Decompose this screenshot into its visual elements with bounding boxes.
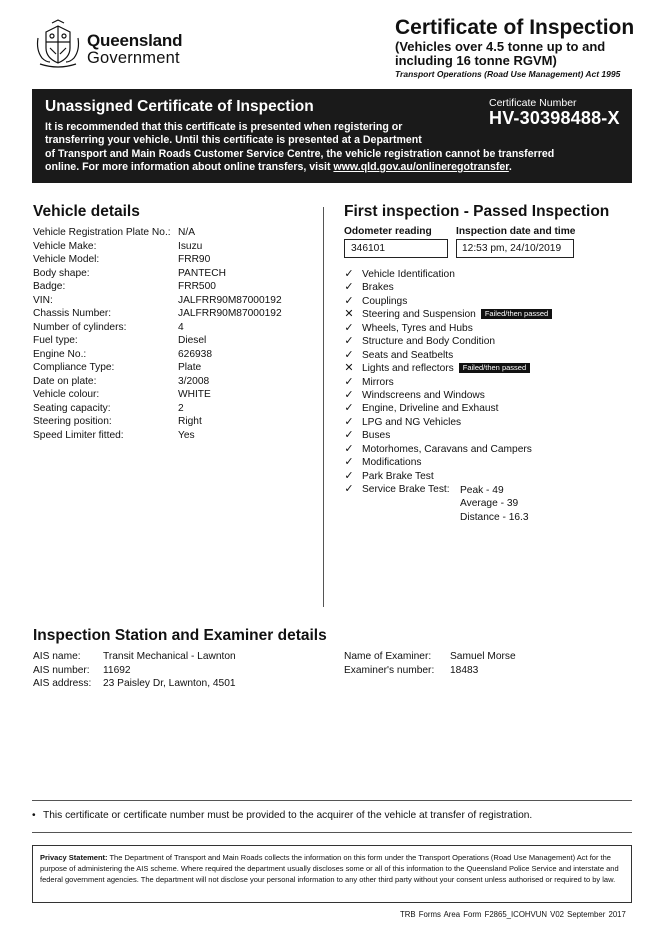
brake-value: Average - 39 [460, 498, 519, 510]
vehicle-detail-label: Vehicle colour: [33, 389, 100, 400]
checklist-item-text: Steering and Suspension [362, 309, 476, 321]
inspection-date-label: Inspection date and time [456, 226, 576, 237]
checklist-item-label [362, 470, 434, 483]
check-icon: ✓ [344, 483, 354, 495]
logo-government: Government [87, 49, 180, 67]
vehicle-detail-label: Vehicle Model: [33, 254, 100, 265]
checklist-item-text: Buses [362, 430, 391, 442]
vehicle-detail-value: 2 [178, 402, 184, 414]
vehicle-detail-row [33, 294, 323, 308]
checklist-item-text: Park Brake Test [362, 470, 434, 482]
checklist-item-label [362, 349, 453, 362]
vehicle-detail-label: Steering position: [33, 416, 112, 427]
checklist-item-text: Windscreens and Windows [362, 389, 485, 401]
check-icon: ✓ [344, 469, 354, 482]
vehicle-detail-value: Diesel [178, 335, 207, 346]
checklist-item-text: LPG and NG Vehicles [362, 416, 462, 428]
vehicle-detail-value: JALFRR90M87000192 [178, 294, 282, 306]
checklist-item-label [362, 362, 530, 375]
vehicle-detail-row [33, 307, 323, 321]
check-icon: ✓ [344, 335, 354, 348]
examiner-value: 18483 [450, 664, 479, 676]
vehicle-detail-value: Right [178, 416, 202, 427]
checklist-item-label [362, 335, 495, 348]
checklist-item-label [362, 308, 552, 321]
vehicle-detail-label: Compliance Type: [33, 362, 115, 373]
brake-value: Distance - 16.3 [460, 511, 529, 523]
vehicle-detail-label: Speed Limiter fitted: [33, 429, 124, 441]
check-icon: ✓ [344, 375, 354, 388]
vehicle-detail-label: Badge: [33, 281, 66, 292]
vehicle-detail-label: Number of cylinders: [33, 321, 127, 333]
vehicle-detail-label: Engine No.: [33, 348, 87, 360]
inspection-date-value: 12:53 pm, 24/10/2019 [456, 239, 574, 258]
note-text: This certificate or certificate number must be provided to the acquirer of the vehicle at transfer of registration. [43, 810, 533, 821]
checklist-item-label [362, 268, 455, 281]
vehicle-detail-label: Date on plate: [33, 375, 97, 387]
certificate-number: HV-30398488-X [489, 108, 620, 128]
station-label: AIS number: [33, 664, 90, 676]
checklist-item-label [362, 402, 498, 415]
examiner-label: Name of Examiner: [344, 651, 432, 662]
banner-line-3: of Transport and Main Roads Customer Service Centre, the vehicle registration cannot be transferred [45, 147, 555, 160]
banner-text [45, 121, 620, 174]
checklist-item [343, 389, 633, 402]
vehicle-detail-row [33, 361, 323, 375]
checklist-item-label [362, 389, 485, 402]
station-label: AIS address: [33, 678, 92, 689]
checklist-item-label [362, 376, 394, 389]
check-icon: ✓ [344, 294, 354, 307]
footer-rule-top [32, 800, 632, 801]
checklist-item [343, 349, 633, 362]
vehicle-detail-value: 626938 [178, 348, 212, 360]
privacy-label: Privacy Statement: [40, 853, 108, 862]
privacy-text: The Department of Transport and Main Roads collects the information on this form under the Transport Operations (Road Use Management) Act for the purpose of administering the AIS scheme. Where required the department usually discloses some or all of this information to the Queensland Police Service and interstate and federal government agencies. The department will not disclose your personal information to any other third party without your consent unless authorised or required to by law. [40, 853, 619, 884]
station-details-title: Inspection Station and Examiner details [33, 627, 327, 644]
odometer-value: 346101 [344, 239, 448, 258]
vehicle-detail-row [33, 226, 323, 240]
form-reference: TRB Forms Area Form F2865_ICOHVUN V02 September 2017 [400, 910, 626, 919]
vehicle-detail-label: Seating capacity: [33, 402, 111, 414]
vehicle-detail-label: Body shape: [33, 267, 90, 279]
document-title: Certificate of Inspection [395, 16, 635, 39]
station-value: 11692 [103, 664, 131, 676]
service-brake-values [460, 484, 529, 524]
vehicle-detail-row [33, 334, 323, 348]
vehicle-detail-row [33, 402, 323, 416]
checklist-item-label [362, 483, 450, 496]
document-subtitle: (Vehicles over 4.5 tonne up to and including 16 tonne RGVM) [395, 39, 606, 68]
failed-then-passed-badge: Failed/then passed [459, 363, 530, 373]
checklist-item [343, 281, 633, 294]
checklist-item-label [362, 416, 461, 429]
cross-icon: ✕ [344, 308, 354, 321]
checklist-item-text: Modifications [362, 457, 422, 469]
station-label: AIS name: [33, 651, 81, 662]
qld-government-logo [32, 18, 192, 74]
vehicle-details-list [33, 226, 323, 442]
vehicle-detail-label: Vehicle Registration Plate No.: [33, 227, 171, 238]
vehicle-detail-value: Plate [178, 362, 202, 373]
checklist-item-label [362, 281, 394, 294]
check-icon: ✓ [344, 321, 354, 334]
examiner-value: Samuel Morse [450, 651, 516, 662]
check-icon: ✓ [344, 348, 354, 361]
certificate-number-label: Certificate Number [489, 97, 577, 109]
failed-then-passed-badge: Failed/then passed [481, 309, 552, 319]
banner-line-4 [45, 161, 620, 174]
vehicle-detail-value: 3/2008 [178, 375, 210, 387]
vehicle-detail-row [33, 415, 323, 429]
check-icon: ✓ [344, 429, 354, 442]
checklist-item-label [362, 322, 473, 335]
vehicle-detail-row [33, 280, 323, 294]
check-icon: ✓ [344, 281, 354, 294]
document-act: Transport Operations (Road Use Management) Act 1995 [395, 69, 621, 79]
banner-title: Unassigned Certificate of Inspection [45, 98, 314, 115]
station-value: Transit Mechanical - Lawnton [103, 651, 236, 662]
checklist-item [343, 470, 633, 483]
vehicle-detail-value: 4 [178, 321, 184, 333]
vehicle-detail-row [33, 253, 323, 267]
inspection-result-title: First inspection - Passed Inspection [344, 203, 610, 220]
checklist-item [343, 308, 633, 321]
checklist-item-label [362, 429, 390, 442]
checklist-item [343, 295, 633, 308]
check-icon: ✓ [344, 456, 354, 469]
vehicle-detail-row [33, 388, 323, 402]
vehicle-detail-value: N/A [178, 227, 195, 238]
vehicle-detail-row [33, 375, 323, 389]
checklist-item-label [362, 456, 421, 469]
checklist-item [343, 456, 633, 469]
checklist-item-text: Seats and Seatbelts [362, 349, 454, 361]
brake-value: Peak - 49 [460, 485, 504, 496]
banner-line-2: transferring your vehicle. Until this certificate is presented at a Department [45, 134, 422, 147]
vehicle-detail-label: VIN: [33, 294, 53, 306]
vehicle-detail-label: Chassis Number: [33, 308, 112, 319]
cross-icon: ✕ [344, 362, 354, 375]
vehicle-detail-value: JALFRR90M87000192 [178, 308, 282, 319]
vehicle-details-title: Vehicle details [33, 203, 140, 220]
inspection-checklist [343, 268, 633, 496]
check-icon: ✓ [344, 268, 354, 280]
check-icon: ✓ [344, 388, 354, 401]
checklist-item-text: Motorhomes, Caravans and Campers [362, 443, 532, 455]
transfer-note [32, 810, 532, 821]
footer-rule-bottom [32, 832, 632, 833]
vehicle-detail-row [33, 348, 323, 362]
banner-line-4-suffix: . [508, 160, 512, 173]
checklist-item-text: Engine, Driveline and Exhaust [362, 403, 499, 415]
checklist-item-text: Vehicle Identification [362, 269, 455, 280]
checklist-item-label [362, 295, 407, 308]
checklist-item-text: Lights and reflectors [362, 363, 454, 375]
vehicle-detail-row [33, 267, 323, 281]
vehicle-detail-value: PANTECH [178, 267, 226, 279]
check-icon: ✓ [344, 415, 354, 428]
check-icon: ✓ [344, 442, 354, 455]
checklist-item-text: Service Brake Test: [362, 484, 450, 495]
checklist-item-text: Structure and Body Condition [362, 336, 496, 348]
privacy-statement [32, 845, 632, 903]
column-divider [323, 207, 324, 607]
checklist-item [343, 362, 633, 375]
online-transfer-link[interactable]: www.qld.gov.au/onlineregotransfer [333, 160, 509, 173]
examiner-label: Examiner's number: [344, 664, 435, 676]
checklist-item [343, 376, 633, 389]
odometer-label: Odometer reading [344, 226, 432, 237]
checklist-item-label [362, 443, 532, 456]
checklist-item [343, 416, 633, 429]
vehicle-detail-value: FRR500 [178, 281, 216, 292]
vehicle-detail-label: Vehicle Make: [33, 240, 97, 252]
logo-queensland: Queensland [87, 31, 183, 50]
checklist-item-text: Brakes [362, 282, 394, 294]
vehicle-detail-row [33, 429, 323, 443]
check-icon: ✓ [344, 402, 354, 415]
vehicle-detail-value: Isuzu [178, 240, 203, 252]
banner-line-1: It is recommended that this certificate is presented when registering or [45, 121, 403, 133]
checklist-item [343, 268, 633, 281]
checklist-item [343, 429, 633, 442]
unassigned-banner [32, 89, 632, 183]
checklist-item [343, 443, 633, 456]
vehicle-detail-row [33, 240, 323, 254]
banner-line-4-prefix: online. For more information about online transfers, visit [45, 160, 334, 173]
checklist-item [343, 335, 633, 348]
checklist-item [343, 402, 633, 415]
vehicle-detail-value: WHITE [178, 389, 211, 400]
vehicle-detail-label: Fuel type: [33, 335, 78, 346]
checklist-item-text: Wheels, Tyres and Hubs [362, 322, 473, 334]
note-bullet: • [32, 810, 36, 821]
vehicle-detail-row [33, 321, 323, 335]
checklist-item [343, 322, 633, 335]
checklist-item-text: Couplings [362, 295, 408, 307]
vehicle-detail-value: Yes [178, 429, 195, 441]
checklist-item-text: Mirrors [362, 376, 394, 388]
qld-crest-icon [32, 18, 84, 70]
station-value: 23 Paisley Dr, Lawnton, 4501 [103, 678, 236, 689]
vehicle-detail-value: FRR90 [178, 254, 211, 265]
